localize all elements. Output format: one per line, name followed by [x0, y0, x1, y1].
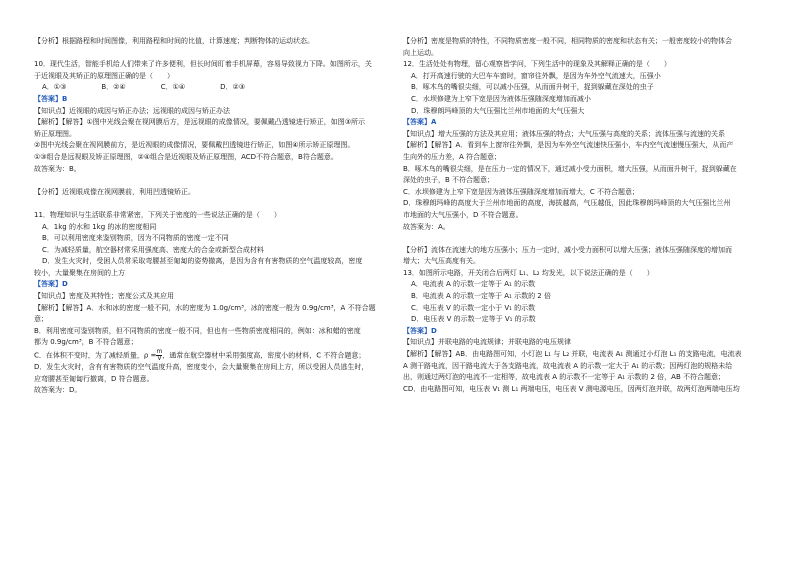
text-line: 【知识点】并联电路的电流规律；并联电路的电压规律	[403, 338, 571, 347]
text-line: 较小，大量聚集在房间的上方	[34, 268, 125, 277]
text-line: 都为 0.9g/cm³，B 不符合题意；	[34, 338, 138, 347]
text-line: 应弯腰甚至匍匐行撤离，D 符合题意。	[34, 374, 154, 383]
text-line: 【解析】【解答】①图中光线会聚在视网膜后方，是远视眼的成像情况，要佩戴凸透镜进行矫正，如图③所示	[34, 118, 366, 127]
text-line: C．为减轻质量，航空器材常采用强度高、密度大的合金或新型合成材料	[42, 245, 264, 254]
answer-line: 【答案】B	[34, 94, 68, 103]
text-line: A 测干路电流，因干路电流大于各支路电流，故电流表 A 的示数一定大于 A₁ 的示数；因两灯泡的规格未给	[403, 361, 733, 370]
text-line: 【解析】【解答】A．水和冰的密度一般不同，水的密度为 1.0g/cm³，冰的密度一般为 0.9g/cm³，A 不符合题	[34, 303, 376, 312]
answer-line: 【答案】D	[403, 326, 437, 335]
text-line: D．电压表 V 的示数一定等于 V₁ 的示数	[411, 315, 536, 324]
text-line-formula	[34, 349, 390, 362]
text-line: C．水坝修建为上窄下宽是因为液体压强随深度增加而减小	[411, 94, 591, 103]
text-line: 【分析】密度是物质的特性，不同物质密度一般不同，相同物质的密度和状态有关；一般密度较小的物体会	[403, 37, 732, 45]
text-line: 向上运动。	[403, 48, 438, 57]
text-line: B．可以利用密度来鉴别物质，因为不同物质的密度一定不同	[42, 234, 229, 243]
text-line: 深处的虫子，B 不符合题意；	[403, 176, 495, 185]
text-line: ①③组合是远视眼及矫正原理图，②④组合是近视眼及矫正原理图，ACD不符合题意，B符合题意。	[34, 152, 338, 161]
text-line: 【知识点】增大压强的方法及其应用；液体压强的特点；大气压强与高度的关系；流体压强与流速的关系	[403, 129, 725, 138]
formula-suffix: ，通常在航空器材中采用强度高，密度小的材料，C 不符合题意；	[162, 351, 366, 360]
spacer	[34, 175, 390, 187]
text-line: 【分析】根据路程和时间图像，利用路程和时间的比值，计算速度；判断物体的运动状态。	[34, 37, 314, 45]
text-line: 10．现代生活，智能手机给人们带来了许多便利，但长时间盯着手机屏幕，容易导致视力下降。如图所示，关	[34, 60, 372, 69]
text-line: 矫正原理图。	[34, 129, 76, 138]
text-line: 于近视眼及其矫正的原理图正确的是（ ）	[34, 71, 174, 80]
text-line: 【解析】【解答】AB．由电路图可知，小灯泡 L₁ 与 L₂ 并联，电流表 A₁ 测通过小灯泡 L₁ 的支路电流，电流表	[403, 350, 742, 359]
text-line: 【分析】近视眼成像在视网膜前，利用凹透镜矫正。	[34, 187, 195, 196]
text-line: 出，则通过两灯泡的电流不一定相等，故电流表 A 的示数不一定等于 A₁ 示数的 2 倍，AB 不符合题意；	[403, 373, 726, 382]
text-line: C．水坝修建为上窄下宽是因为液体压强随深度增加而增大，C 不符合题意；	[403, 187, 639, 196]
text-line: B．啄木鸟的嘴很尖细，可以减小压强，从而面升树干，捉到躲藏在深处的虫子	[411, 83, 654, 92]
formula-variable: ρ =	[143, 351, 157, 360]
text-line: D．珠穆朗玛峰的高度大于兰州市地面的高度，海拔越高，气压越低，因此珠穆朗玛峰顶的大气压强比兰州	[403, 199, 731, 208]
text-line: ②图中光线会聚在视网膜前方，是近视眼的成像情况，要佩戴凹透镜进行矫正，如图④所示矫正原理图。	[34, 141, 355, 150]
text-line: B．啄木鸟的嘴很尖细，是在压力一定的情况下，通过减小受力面积，增大压强，从而面升树干，捉到躲藏在	[403, 164, 737, 173]
text-line: 【解析】【解答】A．看到车上窗帘往外飘，是因为车外空气流速快压强小，车内空气流速慢压强大，从而产	[403, 141, 734, 150]
fraction-numerator: m	[156, 349, 163, 356]
text-line: 意；	[34, 315, 48, 324]
text-line: 生向外的压力差，A 符合题意；	[403, 152, 502, 161]
text-line: 增大；大气压高度有关。	[403, 257, 480, 266]
spacer	[34, 198, 390, 210]
right-column	[403, 36, 763, 395]
text-line: 11．物理知识与生活联系非常紧密，下列关于密度的一些说法正确的是（ ）	[34, 210, 281, 219]
text-line: CD．由电路图可知，电压表 V₁ 测 L₁ 两端电压，电压表 V 测电源电压，因两灯泡并联，故两灯泡两端电压均	[403, 384, 740, 393]
spacer	[403, 233, 763, 245]
spacer	[34, 48, 390, 60]
text-line: 故答案为：B。	[34, 164, 81, 173]
text-line: C．电压表 V 的示数一定小于 V₁ 的示数	[411, 303, 536, 312]
text-line: 【知识点】近视眼的成因与矫正办法；远视眼的成因与矫正办法	[34, 106, 230, 115]
text-line: B．利用密度可鉴别物质，但不同物质的密度一般不同，但也有一些物质密度相同的，例如：冰和蜡的密度	[34, 326, 361, 335]
text-line: 故答案为：A。	[403, 222, 450, 231]
answer-line: 【答案】D	[34, 280, 68, 289]
text-line: B．电流表 A 的示数一定等于 A₁ 示数的 2 倍	[411, 292, 551, 301]
text-line: D．发生火灾时，受困人员常采取弯腰甚至匍匐的姿势撤离，是因为含有有害物质的空气温度较高，密度	[42, 257, 363, 266]
text-line: D．珠穆朗玛峰顶的大气压强比兰州市地面的大气压强大	[411, 106, 585, 115]
formula-prefix: C．在体积不变时，为了减轻质量，	[34, 351, 144, 360]
left-column	[34, 36, 390, 397]
fraction-denominator: V	[157, 355, 162, 363]
text-line: A．1kg 的水和 1kg 的冰的密度相同	[42, 222, 157, 231]
text-line: 13．如图所示电路，开关闭合后两灯 L₁、L₂ 均发光，以下说法正确的是（ ）	[403, 268, 654, 277]
text-line: 市地面的大气压强小，D 不符合题意。	[403, 210, 523, 219]
text-line: 【分析】流体在流速大的地方压强小；压力一定时，减小受力面积可以增大压强；液体压强随深度的增加而	[403, 245, 732, 254]
answer-line: 【答案】A	[403, 118, 437, 127]
text-line: 故答案为：D。	[34, 386, 82, 395]
text-line: A．打开高速行驶的大巴车车窗时，窗帘往外飘，是因为车外空气流速大，压强小	[411, 71, 661, 80]
text-line: D．发生火灾时，含有有害物质的空气温度升高，密度变小，会大量聚集在房间上方，所以受困人员逃生时，	[34, 363, 369, 372]
text-line: 12．生活处处有物理，留心观察皆学问，下列生活中的现象及其解释正确的是（ ）	[403, 60, 671, 69]
text-line: A．电流表 A 的示数一定等于 A₁ 的示数	[411, 280, 536, 289]
text-line: 【知识点】密度及其特性；密度公式及其应用	[34, 292, 174, 301]
text-line: A．①③ B．②④ C．①④ D．②③	[42, 83, 246, 92]
